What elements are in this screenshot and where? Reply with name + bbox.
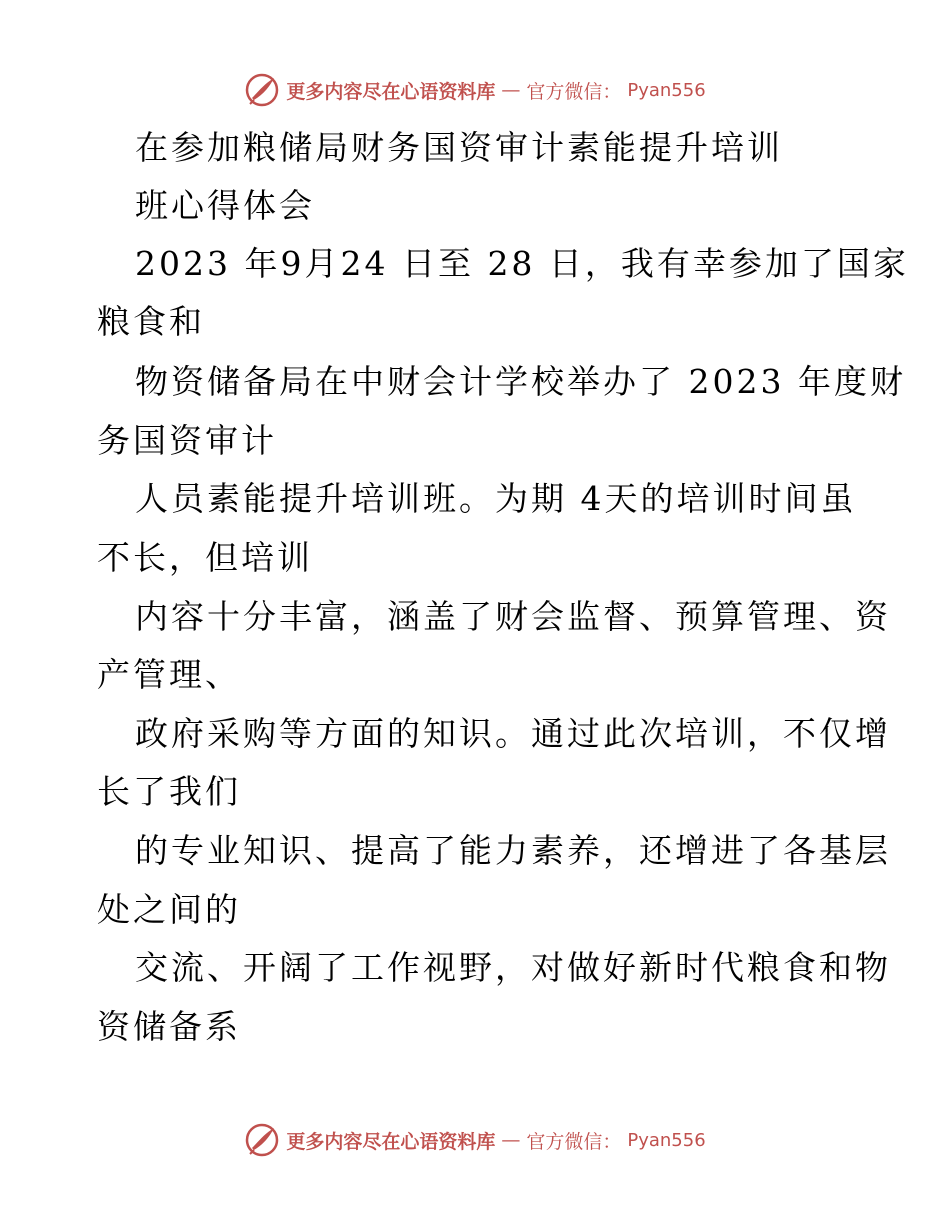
watermark-wechat-id: Pyan556 bbox=[627, 79, 706, 101]
footer-watermark bbox=[0, 1120, 950, 1160]
watermark-brand: 更多内容尽在心语资料库 bbox=[286, 80, 496, 103]
watermark-separator: — bbox=[501, 1129, 521, 1151]
paragraph-line: 务国资审计 bbox=[97, 421, 277, 460]
watermark-separator: — bbox=[501, 79, 521, 101]
quill-logo-icon bbox=[244, 72, 280, 108]
paragraph-line: 政府采购等方面的知识。通过此次培训，不仅增 bbox=[135, 714, 891, 753]
paragraph-line: 2023 年9月24 日至 28 日，我有幸参加了国家 bbox=[135, 244, 909, 283]
paragraph-line: 处之间的 bbox=[97, 890, 241, 929]
paragraph-line: 资储备系 bbox=[97, 1007, 241, 1046]
paragraph-line: 产管理、 bbox=[97, 655, 241, 694]
header-watermark bbox=[0, 70, 950, 110]
paragraph-line: 的专业知识、提高了能力素养，还增进了各基层 bbox=[135, 831, 891, 870]
paragraph-line: 交流、开阔了工作视野，对做好新时代粮食和物 bbox=[135, 948, 891, 987]
paragraph-line: 粮食和 bbox=[97, 302, 205, 341]
paragraph-line: 内容十分丰富，涵盖了财会监督、预算管理、资 bbox=[135, 597, 891, 636]
paragraph-line: 不长，但培训 bbox=[97, 538, 313, 577]
watermark-brand: 更多内容尽在心语资料库 bbox=[286, 1130, 496, 1153]
paragraph-line: 人员素能提升培训班。为期 4天的培训时间虽 bbox=[135, 479, 857, 518]
paragraph-line: 物资储备局在中财会计学校举办了 2023 年度财 bbox=[135, 362, 906, 401]
quill-logo-icon bbox=[244, 1122, 280, 1158]
title-line: 班心得体会 bbox=[135, 186, 315, 225]
watermark-wechat-id: Pyan556 bbox=[627, 1129, 706, 1151]
watermark-label: 官方微信： bbox=[526, 80, 622, 103]
title-line: 在参加粮储局财务国资审计素能提升培训 bbox=[135, 128, 783, 167]
paragraph-line: 长了我们 bbox=[97, 772, 241, 811]
watermark-label: 官方微信： bbox=[526, 1130, 622, 1153]
